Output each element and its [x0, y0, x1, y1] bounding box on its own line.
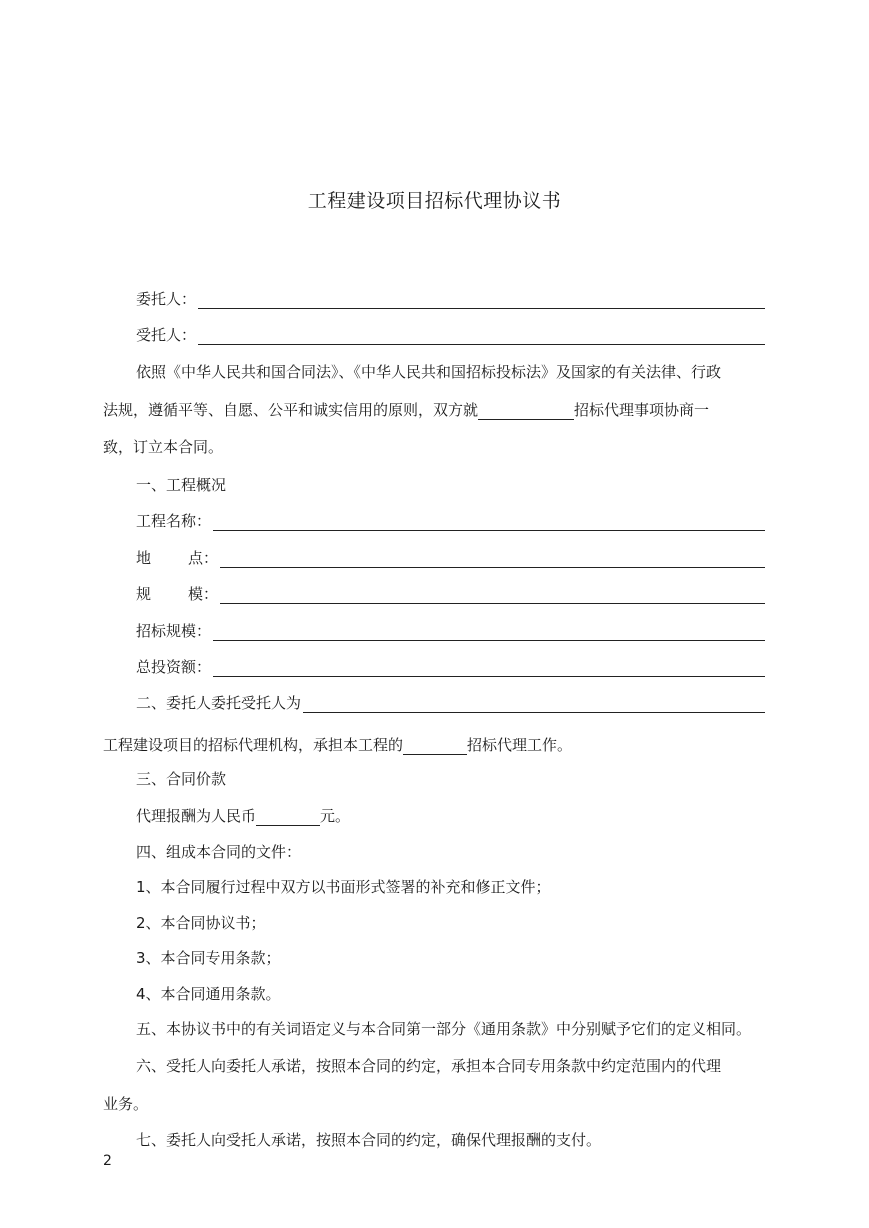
section-2-text-2b: 招标代理工作。 [467, 736, 573, 754]
scale-blank[interactable] [220, 587, 765, 604]
fee-text-a: 代理报酬为人民币 [136, 807, 257, 825]
basis-line-1 [103, 360, 765, 382]
project-name-line [103, 509, 765, 531]
page-number: 2 [103, 1153, 112, 1169]
doc-item-4-text: 4、本合同通用条款。 [136, 985, 281, 1003]
trustee-line [103, 323, 765, 345]
section-6-line-1 [103, 1054, 765, 1076]
section-1-heading [103, 473, 765, 495]
section-1-heading-text: 一、工程概况 [136, 476, 227, 494]
location-line [103, 546, 765, 568]
project-name-blank[interactable] [213, 514, 765, 531]
section-5 [103, 1017, 765, 1039]
section-4-heading [103, 840, 765, 862]
fee-line [103, 804, 765, 826]
entruster-label: 委托人： [136, 290, 197, 308]
project-name-label: 工程名称： [136, 512, 212, 530]
scale-label-b: 模： [188, 585, 219, 603]
doc-item-1-text: 1、本合同履行过程中双方以书面形式签署的补充和修正文件； [136, 878, 551, 896]
scale-label-a: 规 [136, 585, 152, 603]
section-2-text-2a: 工程建设项目的招标代理机构，承担本工程的 [103, 736, 404, 754]
entruster-blank[interactable] [198, 292, 765, 309]
trustee-blank[interactable] [198, 328, 765, 345]
scale-line [103, 582, 765, 604]
section-3-heading-text: 三、合同价款 [136, 770, 227, 788]
work-scope-blank[interactable] [403, 738, 467, 755]
basis-text-2b: 招标代理事项协商一 [574, 401, 710, 419]
basis-text-1: 依照《中华人民共和国合同法》、《中华人民共和国招标投标法》及国家的有关法律、行政 [136, 363, 722, 381]
total-investment-line [103, 655, 765, 677]
bid-scale-line [103, 619, 765, 641]
section-6-text-1: 六、受托人向委托人承诺，按照本合同的约定，承担本合同专用条款中约定范围内的代理 [136, 1057, 722, 1075]
section-7-text: 七、委托人向受托人承诺，按照本合同的约定，确保代理报酬的支付。 [136, 1131, 602, 1149]
location-blank[interactable] [220, 551, 765, 568]
section-7 [103, 1128, 765, 1150]
section-2-text-1: 二、委托人委托受托人为 [136, 694, 302, 712]
doc-item-3-text: 3、本合同专用条款； [136, 949, 281, 967]
section-5-text: 五、本协议书中的有关词语定义与本合同第一部分《通用条款》中分别赋予它们的定义相同。 [136, 1020, 752, 1038]
section-3-heading [103, 767, 765, 789]
basis-text-2a: 法规，遵循平等、自愿、公平和诚实信用的原则，双方就 [103, 401, 479, 419]
doc-item-3 [103, 946, 765, 968]
doc-item-4 [103, 982, 765, 1004]
doc-item-2 [103, 911, 765, 933]
basis-line-2 [103, 398, 765, 420]
total-investment-label: 总投资额： [136, 658, 212, 676]
bid-scale-label: 招标规模： [136, 622, 212, 640]
section-4-heading-text: 四、组成本合同的文件： [136, 843, 302, 861]
doc-item-1 [103, 875, 765, 897]
section-2-line-1 [103, 691, 765, 713]
fee-amount-blank[interactable] [256, 809, 320, 826]
section-6-text-2: 业务。 [103, 1095, 149, 1113]
total-investment-blank[interactable] [213, 660, 765, 677]
agent-blank[interactable] [303, 696, 765, 713]
location-label-b: 点： [188, 549, 219, 567]
section-2-line-2 [103, 733, 765, 755]
section-6-line-2 [103, 1092, 765, 1114]
basis-text-3: 致，订立本合同。 [103, 438, 224, 456]
subject-blank[interactable] [478, 403, 574, 420]
document-title: 工程建设项目招标代理协议书 [307, 190, 562, 212]
doc-item-2-text: 2、本合同协议书； [136, 914, 266, 932]
basis-line-3 [103, 435, 765, 457]
location-label-a: 地 [136, 549, 152, 567]
bid-scale-blank[interactable] [213, 624, 765, 641]
fee-text-b: 元。 [320, 807, 351, 825]
trustee-label: 受托人： [136, 326, 197, 344]
entruster-line [103, 287, 765, 309]
